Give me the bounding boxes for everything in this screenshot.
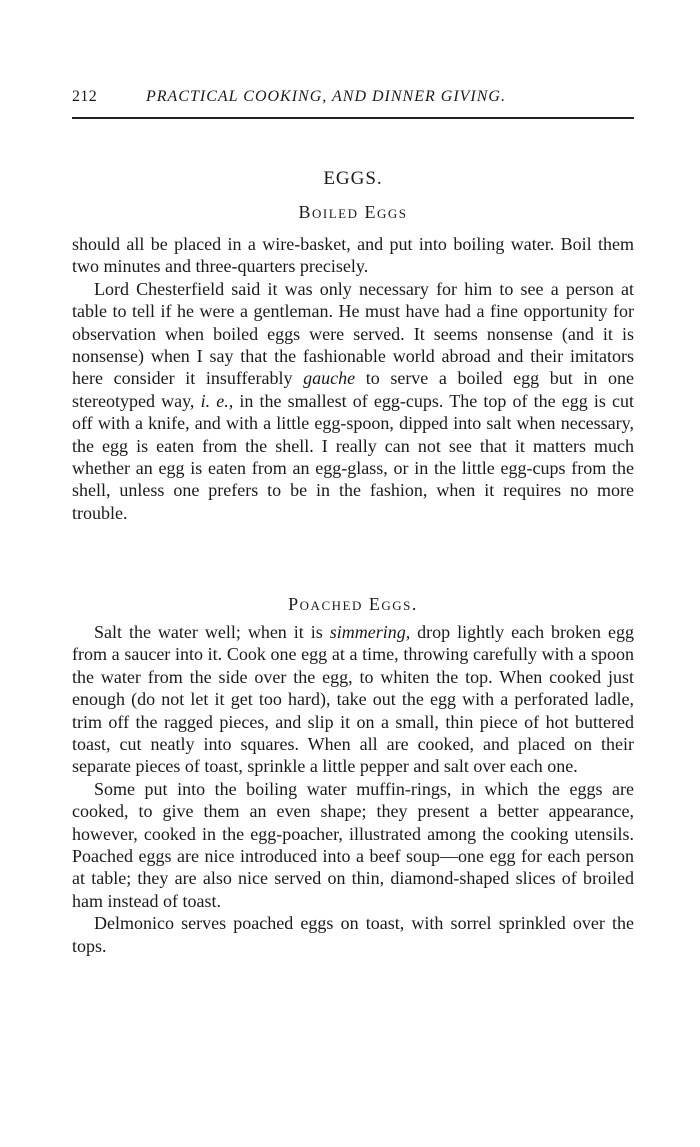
page-number: 212 bbox=[72, 88, 98, 105]
emphasis: gauche bbox=[303, 368, 356, 389]
section-title-boiled-eggs: Boiled Eggs bbox=[298, 202, 408, 222]
header-rule bbox=[72, 117, 634, 119]
emphasis: i. e., bbox=[200, 390, 234, 411]
paragraph: Salt the water well; when it is simmering, drop lightly each broken egg from a saucer into it. Cook one egg at a time, throwing carefully with a spoon the water from the side over the egg, to whiten the top. When cooked just enough (do not let it get too hard), take out the egg with a perforated ladle, trim off the ragged pieces, and slip it on a small, thin piece of hot buttered toast, cut neatly into squares. When all are cooked, and placed on their separate pieces of toast, sprinkle a little pepper and salt over each one. bbox=[72, 622, 634, 777]
section-body-poached-eggs bbox=[72, 621, 634, 957]
chapter-title: EGGS. bbox=[323, 168, 383, 189]
paragraph: should all be placed in a wire-basket, and put into boiling water. Boil them two minutes and three-quarters precisely. bbox=[72, 234, 634, 277]
emphasis: simmering, bbox=[329, 622, 411, 642]
paragraph: Lord Chesterfield said it was only necessary for him to see a person at table to tell if he were a gentleman. He must have had a fine opportunity for observation when boiled eggs were served. It seems nonsense (and it is nonsense) when I say that the fashionable world abroad and their imitators here consider it insufferably gauche to serve a boiled egg but in one stereotyped way, i. e., in the smallest of egg-cups. The top of the egg is cut off with a knife, and with a little egg-spoon, dipped into salt when necessary, the egg is eaten from the shell. I really can not see that it matters much whether an egg is eaten from an egg-glass, or in the little egg-cups from the shell, unless one prefers to be in the fashion, when it requires no more trouble. bbox=[72, 278, 634, 523]
section-body-boiled-eggs bbox=[72, 233, 634, 524]
section-title-poached-eggs: Poached Eggs. bbox=[288, 594, 418, 614]
paragraph: Delmonico serves poached eggs on toast, with sorrel sprinkled over the tops. bbox=[72, 913, 634, 956]
running-head bbox=[72, 88, 634, 112]
running-title: PRACTICAL COOKING, AND DINNER GIVING. bbox=[146, 88, 506, 105]
paragraph: Some put into the boiling water muffin-rings, in which the eggs are cooked, to give them an even shape; they present a better appearance, however, cooked in the egg-poacher, illustrated among the cooking utensils. Poached eggs are nice introduced into a beef soup—one egg for each person at table; they are also nice served on thin, diamond-shaped slices of broiled ham instead of toast. bbox=[72, 778, 634, 911]
